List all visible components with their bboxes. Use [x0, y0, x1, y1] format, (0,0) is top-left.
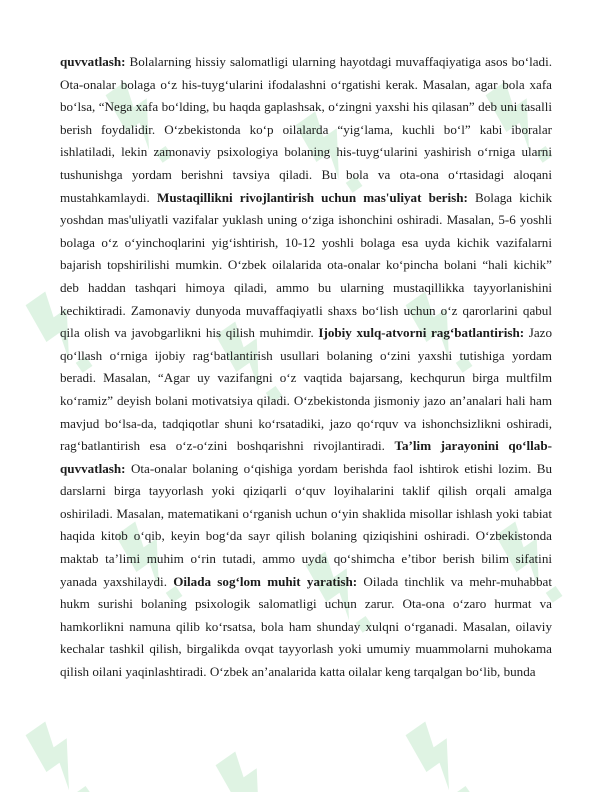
text-run-1: Bolalarning hissiy salomatligi ularning hayotdagi muvaffaqiyatiga asos bo‘ladi. Ota-onalar bolaga o‘z his-tuyg‘ularini ifodalashni o‘rgatishi kerak. Masalan, agar bola xafa bo‘lsa, “Nega xafa bo‘lding, bu haqda gaplashsak, o‘zingni yaxshi his qilasan” deb uni tasalli berish foydalidir. O‘zbekistonda ko‘p oilalarda “yig‘lama, kuchli bo‘l” kabi iboralar ishlatiladi, lekin zamonaviy psixologiya bolaning his-tuyg‘ularini yashirish o‘rniga ularni tushunishga yordam berishni tavsiya qiladi. Bu bola va ota-ona o‘rtasidagi aloqani mustahkamlaydi.	[60, 54, 552, 205]
bold-heading-responsibility: Mustaqillikni rivojlantirish uchun mas'uliyat berish:	[156, 189, 468, 205]
watermark-logo-mark	[22, 717, 102, 792]
text-run-3: Jazo qo‘llash o‘rniga ijobiy rag‘batlantirish usullari bolaning o‘zini yaxshi tutishiga yordam beradi. Masalan, “Agar uy vazifangni o‘z vaqtida bajarsang, kechqurun birga multfilm ko‘ramiz” deyish bolani motivatsiya qiladi. O‘zbekistonda jismoniy jazo an’analari hali ham mavjud bo‘lsa-da, tadqiqotlar shuni ko‘rsatadiki, jazo qo‘rquv va ishonchsizlikni oshiradi, rag‘batlantirish esa o‘z-o‘zini boshqarishni rivojlantiradi.	[60, 325, 553, 454]
watermark-logo-mark	[402, 717, 482, 792]
bold-heading-healthy-family: Oilada sog‘lom muhit yaratish:	[173, 573, 358, 589]
text-run-2: Bolaga kichik yoshdan mas'uliyatli vazifalar yuklash uning o‘ziga ishonchini oshiradi. Masalan, 5-6 yoshli bolaga o‘z o‘yinchoqlarini yig‘ishtirish, 10-12 yoshli bolaga esa uyda kichik vazifalarni bajarish topshirilishi mumkin. O‘zbek oilalarida ota-onalar ko‘pincha bolani “hali kichik” deb haddan tashqari himoya qiladi, ammo bu ularning mustaqillikka tayyorlanishini kechiktiradi. Zamonaviy dunyoda muvaffaqiyatli shaxs bo‘lish uchun o‘z qarorlarini qabul qila olish va javobgarlikni his qilish muhimdir.	[60, 189, 552, 341]
text-run-4: Ota-onalar bolaning o‘qishiga yordam berishda faol ishtirok etishi lozim. Bu darslarni birga tayyorlash yoki qiziqarli o‘quv loyihalarini taklif qilish orqali amalga oshiriladi. Masalan, matematikani o‘rganish uchun o‘yin shaklida misollar ishlash yoki tabiat haqida kitob o‘qib, keyin bog‘da sayr qilish bolaning qiziqishini oshiradi. O‘zbekistonda maktab ta’limi muhim o‘rin tutadi, ammo uyda qo‘shimcha e’tibor berish bilim sifatini yanada yaxshilaydi.	[60, 460, 552, 589]
bold-heading-positive-behavior: Ijobiy xulq-atvorni rag‘batlantirish:	[318, 325, 525, 341]
watermark-logo-mark	[212, 747, 292, 792]
body-paragraph	[60, 51, 552, 684]
bold-heading-education-support: Ta’lim jarayonini qo‘llab-quvvatlash:	[60, 438, 552, 476]
bold-heading-emotional-support: quvvatlash:	[60, 54, 126, 69]
text-run-5: Oilada tinchlik va mehr-muhabbat hukm surishi bolaning psixologik salomatligi uchun zarur. Ota-ona o‘zaro hurmat va hamkorlikni namuna qilib ko‘rsatsa, bola ham shunday xulqni o‘rganadi. Masalan, oilaviy kechalar tashkil qilish, birgalikda ovqat tayyorlash yoki umumiy muammolarni muhokama qilish oilani yaqinlashtiradi. O‘zbek an’analarida katta oilalar keng tarqalgan bo‘lib, bunda	[60, 573, 552, 680]
